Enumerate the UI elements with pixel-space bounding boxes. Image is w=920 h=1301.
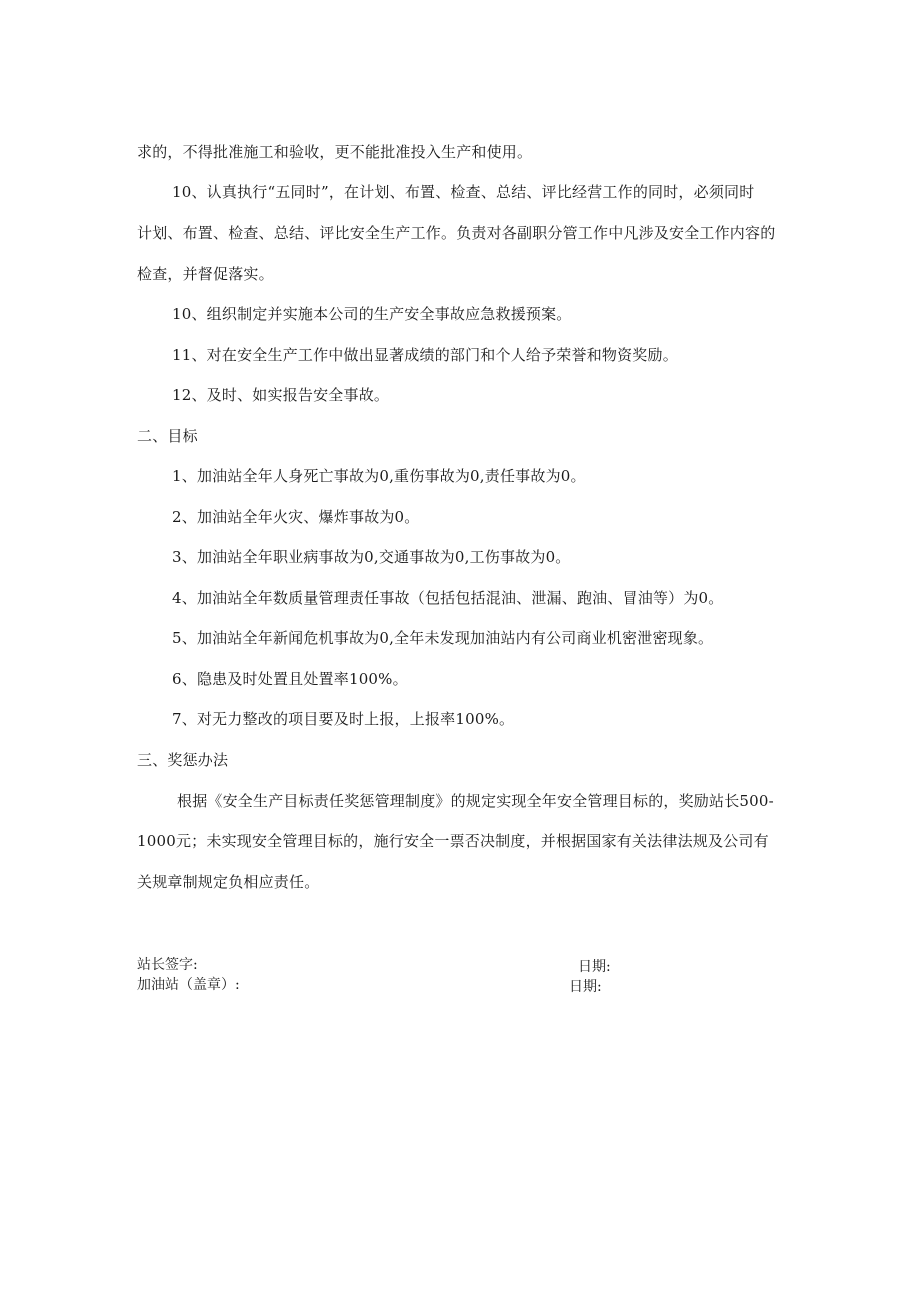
target-item-7: 7、对无力整改的项目要及时上报，上报率100%。 bbox=[172, 710, 515, 728]
stationmaster-signature-label: 站长签字: bbox=[137, 957, 198, 973]
section-heading-targets: 二、目标 bbox=[137, 427, 198, 445]
paragraph-line: 检查，并督促落实。 bbox=[137, 265, 274, 283]
paragraph-line: 计划、布置、检查、总结、评比安全生产工作。负责对各副职分管工作中凡涉及安全工作内容的 bbox=[137, 224, 776, 242]
list-item-11-rewards: 11、对在安全生产工作中做出显著成绩的部门和个人给予荣誉和物资奖励。 bbox=[172, 346, 678, 364]
list-item-12-report: 12、及时、如实报告安全事故。 bbox=[172, 386, 390, 404]
list-item-10-five-simultaneous: 10、认真执行“五同时”，在计划、布置、检查、总结、评比经营工作的同时，必须同时 bbox=[172, 183, 755, 201]
stationmaster-date-label: 日期: bbox=[578, 959, 611, 975]
paragraph-line: 求的，不得批准施工和验收，更不能批准投入生产和使用。 bbox=[137, 143, 533, 161]
section-heading-rewards-penalties: 三、奖惩办法 bbox=[137, 751, 229, 769]
list-item-10-emergency-plan: 10、组织制定并实施本公司的生产安全事故应急救援预案。 bbox=[172, 305, 572, 323]
target-item-3: 3、加油站全年职业病事故为0,交通事故为0,工伤事故为0。 bbox=[172, 548, 571, 566]
target-item-4: 4、加油站全年数质量管理责任事故（包括包括混油、泄漏、跑油、冒油等）为0。 bbox=[172, 589, 724, 607]
station-seal-date-label: 日期: bbox=[569, 979, 602, 995]
station-seal-label: 加油站（盖章）: bbox=[137, 977, 240, 993]
target-item-2: 2、加油站全年火灾、爆炸事故为0。 bbox=[172, 508, 420, 526]
paragraph-line: 1000元；未实现安全管理目标的，施行安全一票否决制度，并根据国家有关法律法规及公司有 bbox=[137, 832, 769, 850]
paragraph-line: 根据《安全生产目标责任奖惩管理制度》的规定实现全年安全管理目标的，奖励站长500- bbox=[177, 792, 774, 810]
target-item-1: 1、加油站全年人身死亡事故为0,重伤事故为0,责任事故为0。 bbox=[172, 467, 586, 485]
target-item-6: 6、隐患及时处置且处置率100%。 bbox=[172, 670, 408, 688]
target-item-5: 5、加油站全年新闻危机事故为0,全年未发现加油站内有公司商业机密泄密现象。 bbox=[172, 629, 714, 647]
paragraph-line: 关规章制规定负相应责任。 bbox=[137, 873, 320, 891]
